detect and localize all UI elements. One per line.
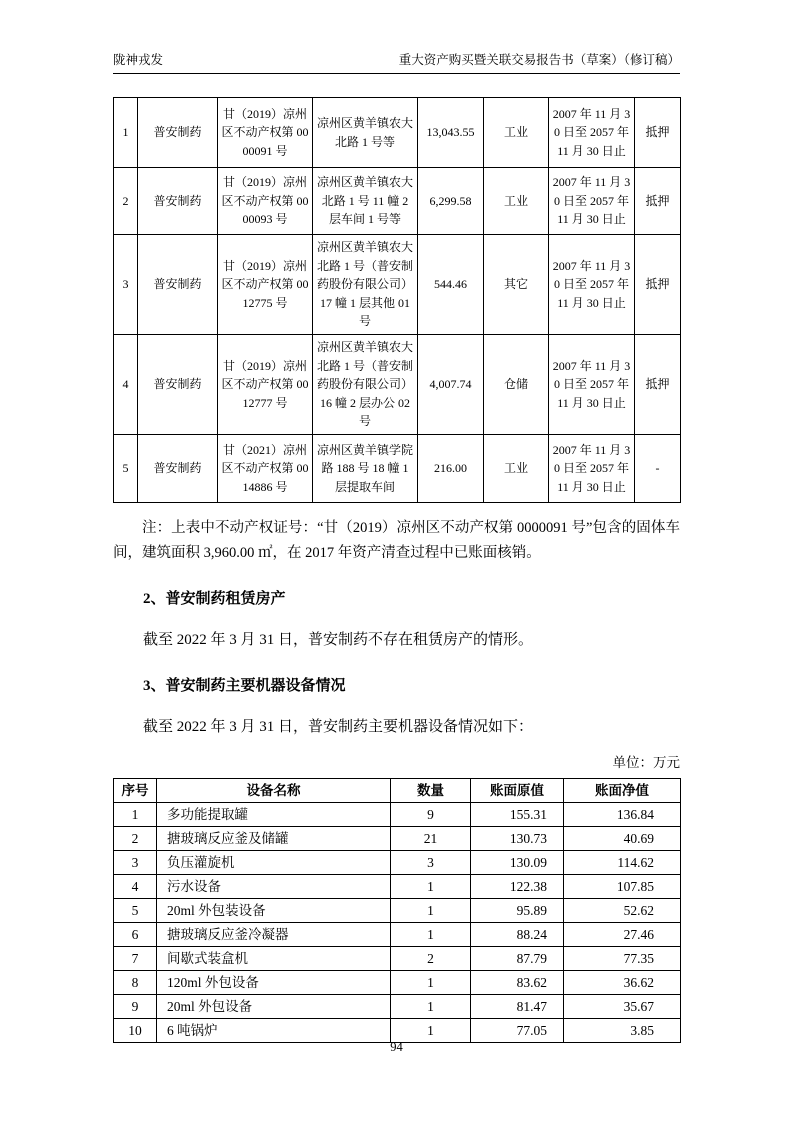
cell-original-value: 83.62 bbox=[471, 970, 564, 994]
cell-area: 13,043.55 bbox=[418, 98, 484, 168]
cell-term: 2007 年 11 月 30 日至 2057 年 11 月 30 日止 bbox=[549, 235, 635, 335]
cell-qty: 1 bbox=[391, 874, 471, 898]
cell-net-value: 3.85 bbox=[564, 1018, 681, 1042]
cell-net-value: 35.67 bbox=[564, 994, 681, 1018]
cell-device-name: 20ml 外包装设备 bbox=[157, 898, 391, 922]
cell-device-name: 负压灌旋机 bbox=[157, 850, 391, 874]
cell-device-name: 多功能提取罐 bbox=[157, 802, 391, 826]
cell-net-value: 136.84 bbox=[564, 802, 681, 826]
cell-net-value: 107.85 bbox=[564, 874, 681, 898]
cell-address: 凉州区黄羊镇农大北路 1 号（普安制药股份有限公司）17 幢 1 层其他 01 号 bbox=[313, 235, 418, 335]
cell-address: 凉州区黄羊镇农大北路 1 号 11 幢 2 层车间 1 号等 bbox=[313, 168, 418, 235]
table-row bbox=[114, 994, 681, 1018]
cell-seq: 10 bbox=[114, 1018, 157, 1042]
cell-original-value: 88.24 bbox=[471, 922, 564, 946]
table-note: 注：上表中不动产权证号：“甘（2019）凉州区不动产权第 0000091 号”包含的固体车间，建筑面积 3,960.00 ㎡，在 2017 年资产清查过程中已账面核销。 bbox=[113, 519, 680, 561]
cell-net-value: 40.69 bbox=[564, 826, 681, 850]
table-row bbox=[114, 850, 681, 874]
cell-device-name: 6 吨锅炉 bbox=[157, 1018, 391, 1042]
cell-device-name: 间歇式装盒机 bbox=[157, 946, 391, 970]
cell-mortgage: 抵押 bbox=[635, 168, 681, 235]
cell-owner: 普安制药 bbox=[138, 235, 218, 335]
table-row bbox=[114, 802, 681, 826]
cell-area: 544.46 bbox=[418, 235, 484, 335]
cell-mortgage: - bbox=[635, 434, 681, 502]
section-para-3: 截至 2022 年 3 月 31 日，普安制药主要机器设备情况如下： bbox=[143, 718, 534, 735]
cell-qty: 1 bbox=[391, 970, 471, 994]
table-row bbox=[114, 874, 681, 898]
cell-address: 凉州区黄羊镇农大北路 1 号（普安制药股份有限公司）16 幢 2 层办公 02 号 bbox=[313, 334, 418, 434]
cell-seq: 6 bbox=[114, 922, 157, 946]
cell-device-name: 搪玻璃反应釜及储罐 bbox=[157, 826, 391, 850]
cell-qty: 1 bbox=[391, 994, 471, 1018]
cell-qty: 21 bbox=[391, 826, 471, 850]
cell-seq: 9 bbox=[114, 994, 157, 1018]
cell-seq: 5 bbox=[114, 434, 138, 502]
cell-cert-no: 甘（2019）凉州区不动产权第 0000091 号 bbox=[218, 98, 313, 168]
page-number: 94 bbox=[390, 1040, 403, 1054]
header-device-name: 设备名称 bbox=[157, 778, 391, 802]
cell-area: 4,007.74 bbox=[418, 334, 484, 434]
table-row bbox=[114, 434, 681, 502]
table-row bbox=[114, 235, 681, 335]
table-row bbox=[114, 334, 681, 434]
cell-net-value: 114.62 bbox=[564, 850, 681, 874]
cell-area: 6,299.58 bbox=[418, 168, 484, 235]
cell-device-name: 污水设备 bbox=[157, 874, 391, 898]
cell-usage: 仓储 bbox=[484, 334, 549, 434]
table-header-row bbox=[114, 778, 681, 802]
cell-device-name: 搪玻璃反应釜冷凝器 bbox=[157, 922, 391, 946]
cell-usage: 其它 bbox=[484, 235, 549, 335]
cell-term: 2007 年 11 月 30 日至 2057 年 11 月 30 日止 bbox=[549, 98, 635, 168]
cell-qty: 2 bbox=[391, 946, 471, 970]
cell-original-value: 77.05 bbox=[471, 1018, 564, 1042]
cell-mortgage: 抵押 bbox=[635, 98, 681, 168]
cell-original-value: 87.79 bbox=[471, 946, 564, 970]
cell-device-name: 20ml 外包设备 bbox=[157, 994, 391, 1018]
cell-usage: 工业 bbox=[484, 168, 549, 235]
cell-qty: 1 bbox=[391, 1018, 471, 1042]
equipment-table bbox=[113, 778, 681, 1043]
cell-qty: 3 bbox=[391, 850, 471, 874]
table-row bbox=[114, 168, 681, 235]
cell-address: 凉州区黄羊镇农大北路 1 号等 bbox=[313, 98, 418, 168]
header-right-title: 重大资产购买暨关联交易报告书（草案）（修订稿） bbox=[398, 53, 680, 67]
cell-original-value: 130.09 bbox=[471, 850, 564, 874]
cell-owner: 普安制药 bbox=[138, 434, 218, 502]
table-row bbox=[114, 970, 681, 994]
section-para-2: 截至 2022 年 3 月 31 日，普安制药不存在租赁房产的情形。 bbox=[143, 631, 534, 648]
cell-cert-no: 甘（2019）凉州区不动产权第 0012777 号 bbox=[218, 334, 313, 434]
cell-net-value: 36.62 bbox=[564, 970, 681, 994]
cell-qty: 1 bbox=[391, 898, 471, 922]
cell-owner: 普安制药 bbox=[138, 98, 218, 168]
table-row bbox=[114, 98, 681, 168]
cell-seq: 5 bbox=[114, 898, 157, 922]
cell-device-name: 120ml 外包设备 bbox=[157, 970, 391, 994]
cell-owner: 普安制药 bbox=[138, 334, 218, 434]
unit-label: 单位：万元 bbox=[612, 754, 680, 770]
cell-seq: 1 bbox=[114, 802, 157, 826]
section-heading-3: 3、普安制药主要机器设备情况 bbox=[143, 677, 346, 694]
cell-cert-no: 甘（2019）凉州区不动产权第 0000093 号 bbox=[218, 168, 313, 235]
cell-seq: 1 bbox=[114, 98, 138, 168]
cell-original-value: 155.31 bbox=[471, 802, 564, 826]
cell-seq: 2 bbox=[114, 168, 138, 235]
header-net-value: 账面净值 bbox=[564, 778, 681, 802]
cell-net-value: 77.35 bbox=[564, 946, 681, 970]
cell-original-value: 81.47 bbox=[471, 994, 564, 1018]
cell-seq: 8 bbox=[114, 970, 157, 994]
cell-net-value: 52.62 bbox=[564, 898, 681, 922]
cell-original-value: 95.89 bbox=[471, 898, 564, 922]
cell-seq: 4 bbox=[114, 874, 157, 898]
cell-usage: 工业 bbox=[484, 434, 549, 502]
cell-seq: 3 bbox=[114, 850, 157, 874]
cell-mortgage: 抵押 bbox=[635, 334, 681, 434]
header-qty: 数量 bbox=[391, 778, 471, 802]
table-row bbox=[114, 1018, 681, 1042]
header-seq: 序号 bbox=[114, 778, 157, 802]
cell-seq: 3 bbox=[114, 235, 138, 335]
header-left-title: 陇神戎发 bbox=[113, 53, 164, 67]
table-row bbox=[114, 922, 681, 946]
cell-qty: 1 bbox=[391, 922, 471, 946]
header-original-value: 账面原值 bbox=[471, 778, 564, 802]
table-row bbox=[114, 946, 681, 970]
cell-mortgage: 抵押 bbox=[635, 235, 681, 335]
table-row bbox=[114, 826, 681, 850]
cell-term: 2007 年 11 月 30 日至 2057 年 11 月 30 日止 bbox=[549, 168, 635, 235]
cell-owner: 普安制药 bbox=[138, 168, 218, 235]
property-table bbox=[113, 97, 681, 503]
cell-qty: 9 bbox=[391, 802, 471, 826]
section-heading-2: 2、普安制药租赁房产 bbox=[143, 590, 286, 607]
cell-cert-no: 甘（2019）凉州区不动产权第 0012775 号 bbox=[218, 235, 313, 335]
cell-cert-no: 甘（2021）凉州区不动产权第 0014886 号 bbox=[218, 434, 313, 502]
cell-term: 2007 年 11 月 30 日至 2057 年 11 月 30 日止 bbox=[549, 434, 635, 502]
cell-seq: 7 bbox=[114, 946, 157, 970]
cell-net-value: 27.46 bbox=[564, 922, 681, 946]
cell-original-value: 130.73 bbox=[471, 826, 564, 850]
document-header bbox=[113, 53, 680, 74]
cell-area: 216.00 bbox=[418, 434, 484, 502]
cell-seq: 4 bbox=[114, 334, 138, 434]
cell-original-value: 122.38 bbox=[471, 874, 564, 898]
cell-term: 2007 年 11 月 30 日至 2057 年 11 月 30 日止 bbox=[549, 334, 635, 434]
table-row bbox=[114, 898, 681, 922]
cell-usage: 工业 bbox=[484, 98, 549, 168]
cell-address: 凉州区黄羊镇学院路 188 号 18 幢 1 层提取车间 bbox=[313, 434, 418, 502]
cell-seq: 2 bbox=[114, 826, 157, 850]
